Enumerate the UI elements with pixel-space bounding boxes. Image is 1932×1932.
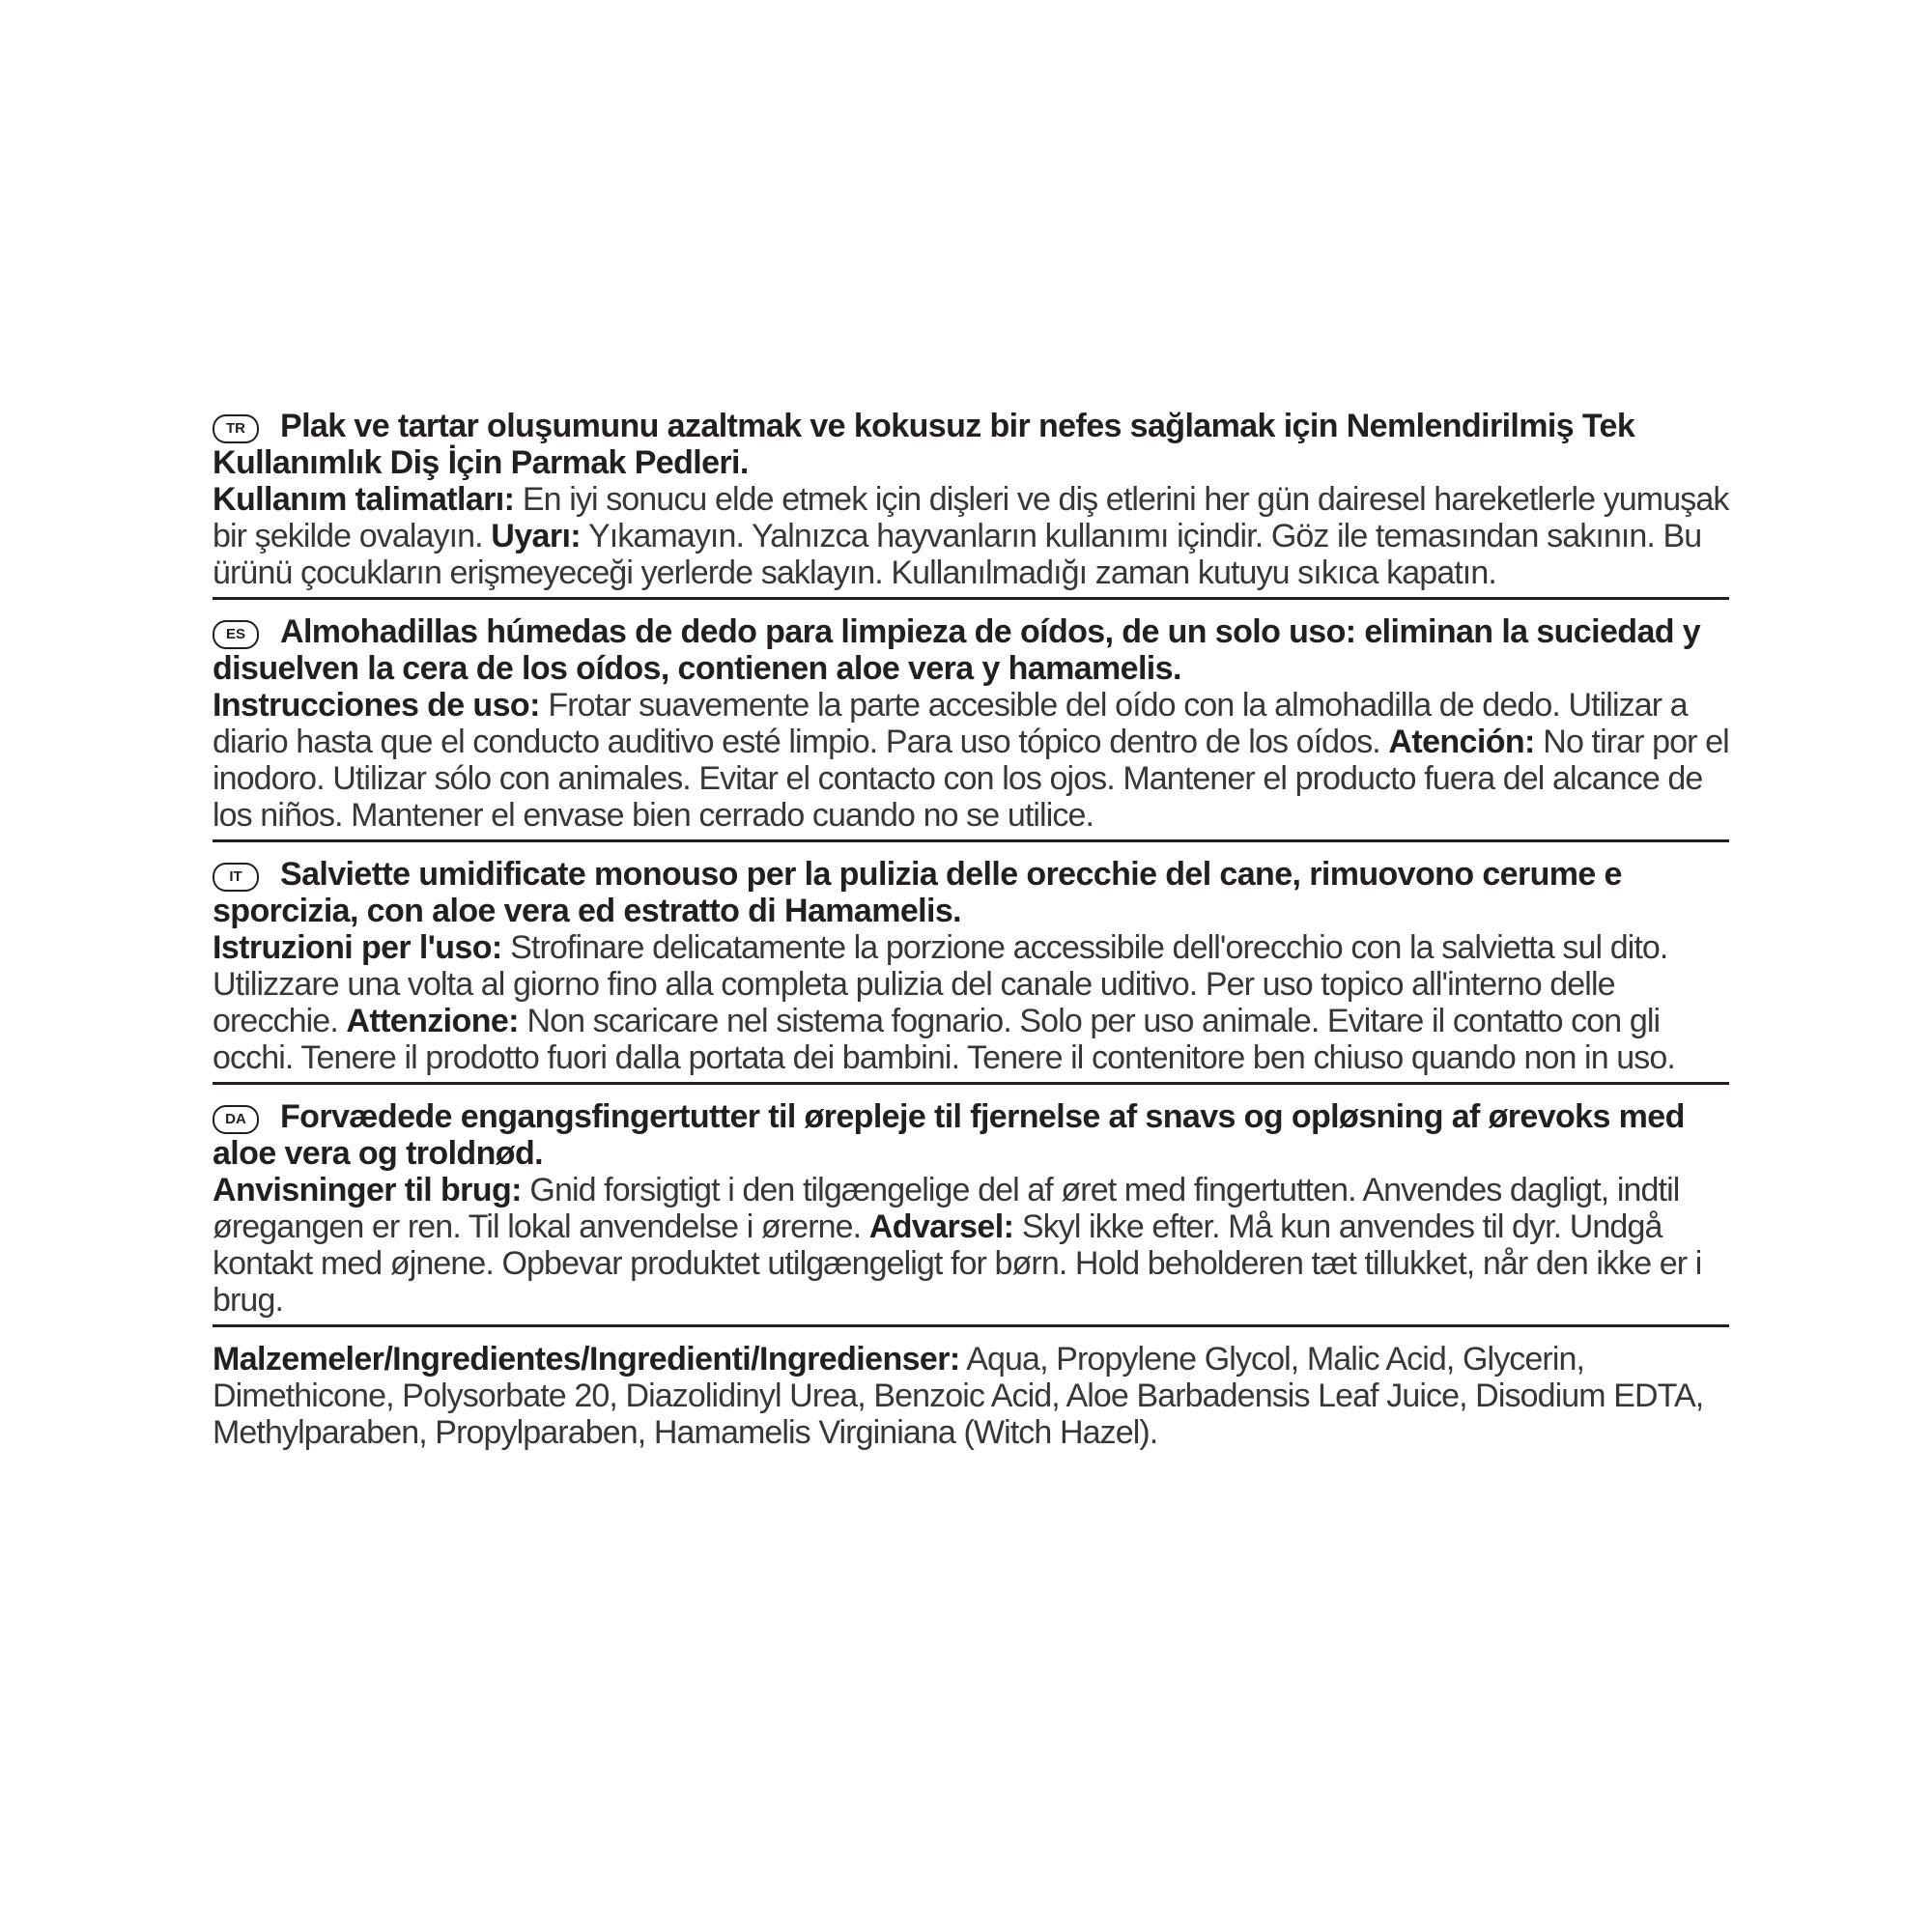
section-ingredients [213,1337,1729,1457]
instructions-text: Frotar suavemente la parte accesible del oído con la almohadilla de dedo. Utilizar a diario hasta que el conducto auditivo esté limpio. Para uso tópico dentro de los oídos. [213,687,1688,760]
warning-label: Advarsel: [868,1208,1014,1245]
warning-label: Atención: [1388,724,1535,760]
ingredients-body [213,1341,1729,1451]
section-title: ES Almohadillas húmedas de dedo para limpieza de oídos, de un solo uso: eliminan la suciedad y disuelven la cera de los oídos, contienen aloe vera y hamamelis. [213,613,1701,687]
language-badge-es: ES [213,620,259,649]
warning-text: Yıkamayın. Yalnızca hayvanların kullanımı içindir. Göz ile temasından sakının. Bu ürünü çocukların erişmeyeceği yerlerde saklayın. Kullanılmadığı zaman kutuyu sıkıca kapatın. [213,518,1702,591]
warning-label: Attenzione: [346,1003,519,1039]
section-body [213,687,1729,834]
instructions-label: Anvisninger til brug: [213,1172,522,1208]
warning-text: No tirar por el inodoro. Utilizar sólo con animales. Evitar el contacto con los ojos. Mantener el producto fuera del alcance de los niños. Mantener el envase bien cerrado cuando no se utilice. [213,724,1729,834]
instructions-text: En iyi sonucu elde etmek için dişleri ve diş etlerini her gün dairesel hareketlerle yumuşak bir şekilde ovalayın. [213,481,1729,554]
instructions-text: Strofinare delicatamente la porzione accessibile dell'orecchio con la salvietta sul dito. Utilizzare una volta al giorno fino alla completa pulizia del canale uditivo. Per uso topico all'interno delle orecchie. [213,929,1668,1039]
language-badge-it: IT [213,863,259,892]
language-badge-tr: TR [213,414,259,443]
instructions-label: Kullanım talimatları: [213,481,515,518]
section-body [213,929,1729,1076]
section-body [213,481,1729,591]
section-tr [213,404,1729,600]
language-badge-da: DA [213,1105,259,1134]
section-title: DA Forvædede engangsfingertutter til ørepleje til fjernelse af snavs og opløsning af ørevoks med aloe vera og troldnød. [213,1098,1685,1172]
section-body [213,1172,1729,1319]
instructions-text: Gnid forsigtigt i den tilgængelige del af øret med fingertutten. Anvendes dagligt, indtil øregangen er ren. Til lokal anvendelse i ørerne. [213,1172,1680,1245]
section-title: IT Salviette umidificate monouso per la pulizia delle orecchie del cane, rimuovono cerume e sporcizia, con aloe vera ed estratto di Hamamelis. [213,856,1622,929]
section-title: TR Plak ve tartar oluşumunu azaltmak ve kokusuz bir nefes sağlamak için Nemlendirilmiş Tek Kullanımlık Diş İçin Parmak Pedleri. [213,408,1635,481]
ingredients-label: Malzemeler/Ingredientes/Ingredienti/Ingredienser: [213,1341,960,1378]
product-label-text [213,404,1729,1466]
section-es [213,610,1729,842]
instructions-label: Instrucciones de uso: [213,687,540,724]
section-da [213,1094,1729,1327]
warning-text: Skyl ikke efter. Må kun anvendes til dyr. Undgå kontakt med øjnene. Opbevar produktet utilgængeligt for børn. Hold beholderen tæt tillukket, når den ikke er i brug. [213,1208,1702,1319]
instructions-label: Istruzioni per l'uso: [213,929,502,966]
ingredients-text: Aqua, Propylene Glycol, Malic Acid, Glycerin, Dimethicone, Polysorbate 20, Diazolidinyl Urea, Benzoic Acid, Aloe Barbadensis Leaf Juice, Disodium EDTA, Methylparaben, Propylparaben, Hamamelis Virginiana (Witch Hazel). [213,1341,1704,1451]
section-it [213,852,1729,1085]
warning-text: Non scaricare nel sistema fognario. Solo per uso animale. Evitare il contatto con gli occhi. Tenere il prodotto fuori dalla portata dei bambini. Tenere il contenitore ben chiuso quando non in uso. [213,1003,1675,1076]
warning-label: Uyarı: [491,518,582,554]
